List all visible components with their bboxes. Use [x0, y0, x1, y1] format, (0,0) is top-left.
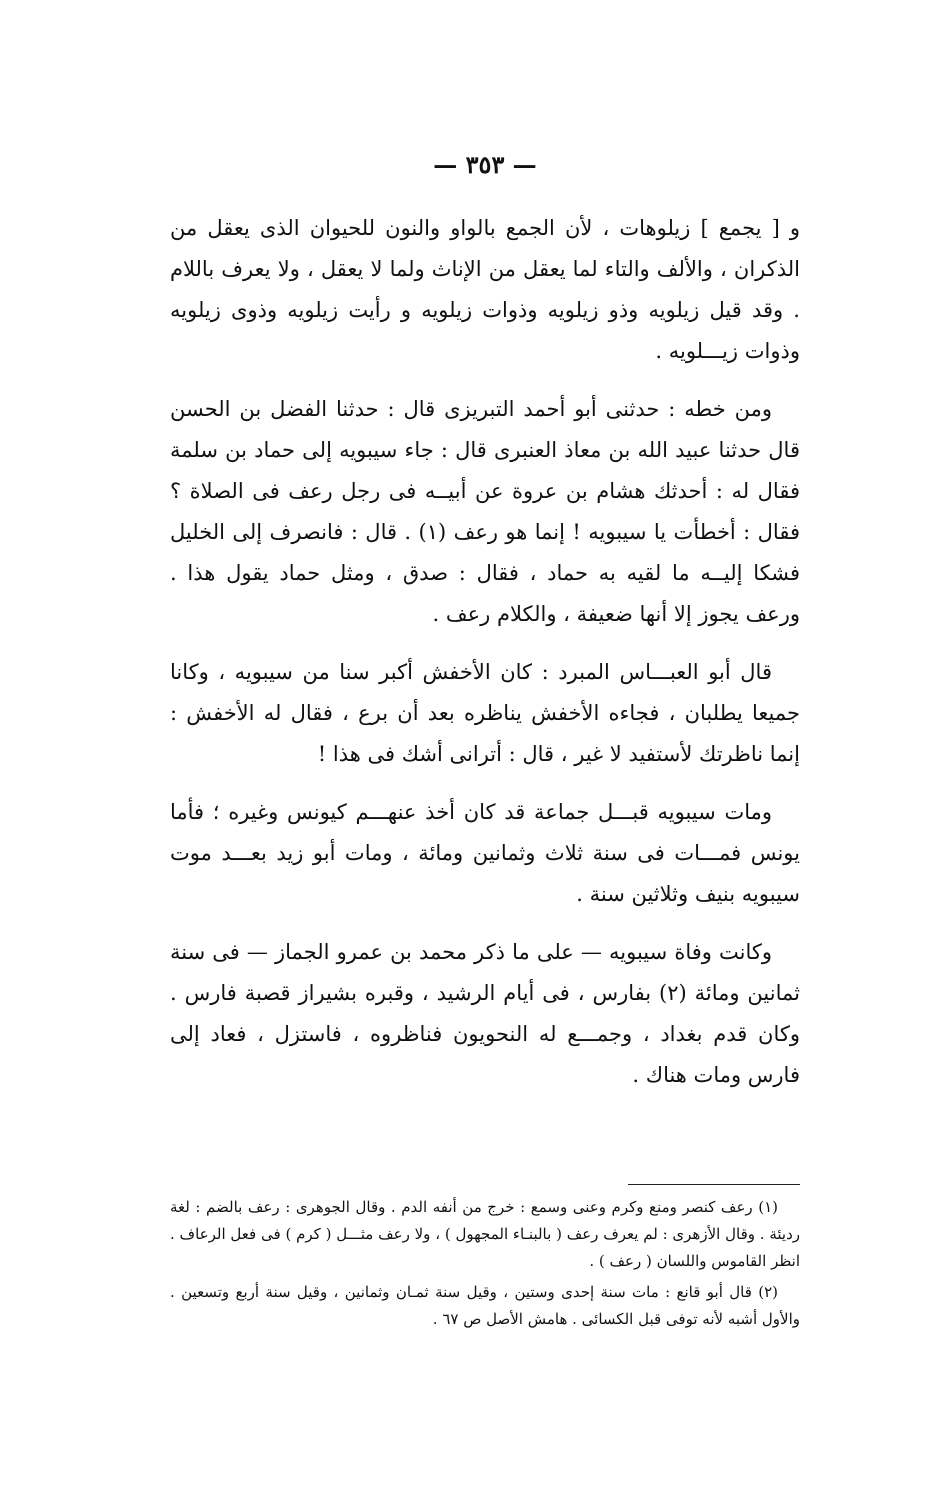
- paragraph: و [ يجمع ] زيلوهات ، لأن الجمع بالواو والنون للحيوان الذى يعقل من الذكران ، والألف والتاء لما يعقل من الإناث ولما لا يعقل ، ولا يعرف باللام . وقد قيل زيلويه وذو زيلويه وذوات زيلويه و رأيت زيلويه وذوى زيلويه وذوات زيـــلويه .: [170, 216, 800, 363]
- page-number: — ٣٥٣ —: [433, 150, 537, 179]
- paragraph: وكانت وفاة سيبويه — على ما ذكر محمد بن عمرو الجماز — فى سنة ثمانين ومائة (٢) بفارس ، فى أيام الرشيد ، وقبره بشيراز قصبة فارس . وكان قدم بغداد ، وجمـــع له النحويون فناظروه ، فاستزل ، فعاد إلى فارس ومات هناك .: [170, 940, 800, 1087]
- footnote: (١) رعف كنصر ومنع وكرم وعنى وسمع : خرج من أنفه الدم . وقال الجوهرى : رعف بالضم : لغة رديئة . وقال الأزهرى : لم يعرف رعف ( بالبنـاء المجهول ) ، ولا رعف مثـــل ( كرم ) فى فعل الرعاف . انظر القاموس واللسان ( رعف ) .: [170, 1198, 800, 1270]
- paragraph: ومن خطه : حدثنى أبو أحمد التبريزى قال : حدثنا الفضل بن الحسن قال حدثنا عبيد الله بن معاذ العنبرى قال : جاء سيبويه إلى حماد بن سلمة فقال له : أحدثك هشام بن عروة عن أبيــه فى رجل رعف فى الصلاة ؟ فقال : أخطأت يا سيبويه ! إنما هو رعف (١) . قال : فانصرف إلى الخليل فشكا إليــه ما لقيه به حماد ، فقال : صدق ، ومثل حماد يقول هذا . ورعف يجوز إلا أنها ضعيفة ، والكلام رعف .: [170, 397, 800, 626]
- paragraph: ومات سيبويه قبـــل جماعة قد كان أخذ عنهـــم كيونس وغيره ؛ فأما يونس فمـــات فى سنة ثلاث وثمانين ومائة ، ومات أبو زيد بعـــد موت سيبويه بنيف وثلاثين سنة .: [170, 800, 800, 906]
- paragraph: قال أبو العبـــاس المبرد : كان الأخفش أكبر سنا من سيبويه ، وكانا جميعا يطلبان ، فجاءه الأخفش يناظره بعد أن برع ، فقال له الأخفش : إنما ناظرتك لأستفيد لا غير ، قال : أترانى أشك فى هذا !: [170, 660, 800, 766]
- main-text: [170, 208, 800, 1113]
- footnote-divider: [628, 1184, 800, 1185]
- footnote: (٢) قال أبو قانع : مات سنة إحدى وستين ، وقيل سنة ثمـان وثمانين ، وقيل سنة أربع وتسعين . والأول أشبه لأنه توفى قبل الكسائى . هامش الأصل ص ٦٧ .: [170, 1283, 800, 1328]
- book-page: [170, 0, 800, 1493]
- footnotes: [170, 1194, 800, 1337]
